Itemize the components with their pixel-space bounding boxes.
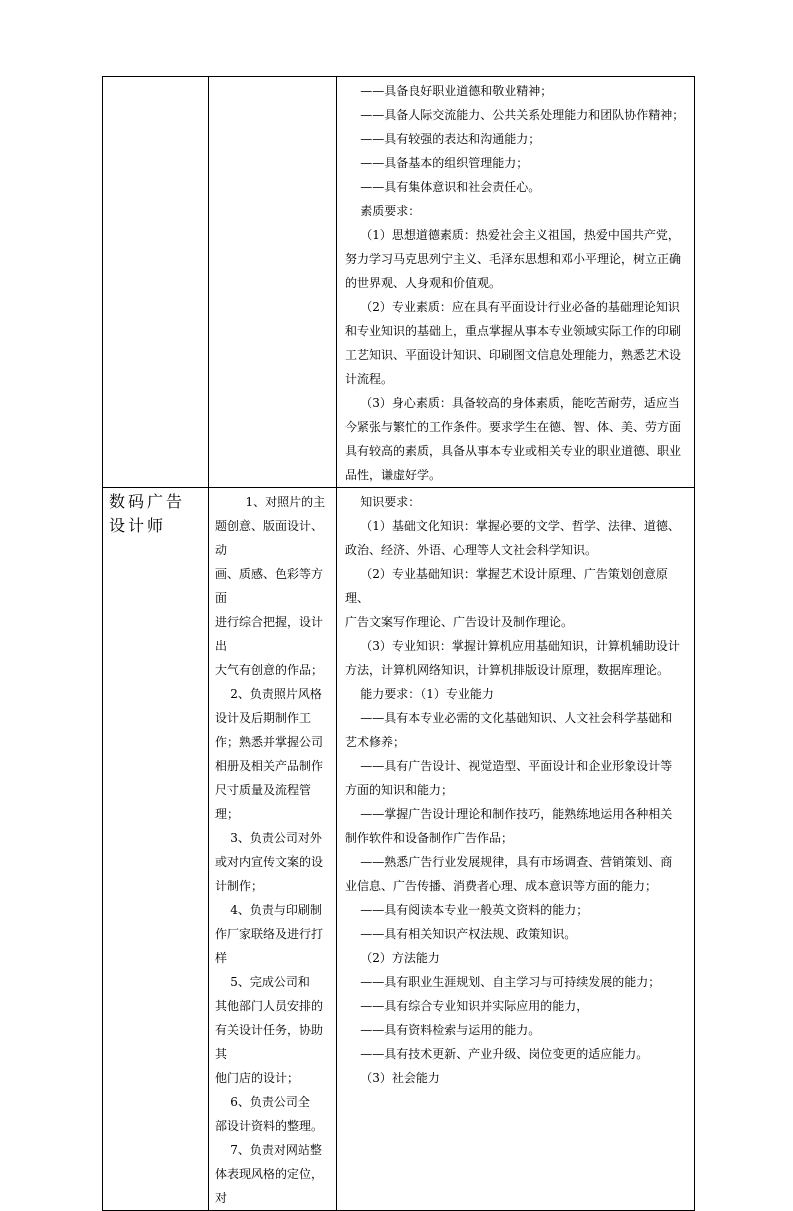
text-line: ——具有广告设计、视觉造型、平面设计和企业形象设计等 [345, 759, 673, 773]
text-line: 1、对照片的主 [215, 495, 326, 509]
text-line: 大气有创意的作品； [215, 663, 324, 677]
text-line: ——具有技术更新、产业升级、岗位变更的适应能力。 [345, 1047, 649, 1061]
text-line: （3）身心素质：具备较高的身体素质，能吃苦耐劳，适应当 [345, 396, 680, 410]
text-line: （2）方法能力 [345, 951, 440, 965]
requirements-cell [337, 488, 695, 1211]
text-line: 工艺知识、平面设计知识、印刷图文信息处理能力，熟悉艺术设 [345, 348, 682, 362]
text-line: 的世界观、人身观和价值观。 [345, 276, 502, 290]
position-cell-empty [103, 77, 209, 488]
position-title-text: 数码广告设计师 [109, 492, 186, 535]
text-line: 和专业知识的基础上，重点掌握从事本专业领域实际工作的印刷 [345, 324, 682, 338]
text-line: （3）专业知识：掌握计算机应用基础知识，计算机辅助设计 [345, 639, 680, 653]
text-line: 计流程。 [345, 372, 394, 386]
text-line: 方面的知识和能力； [345, 783, 454, 797]
text-line: 作厂家联络及进行打 [215, 927, 324, 941]
text-line: 画、质感、色彩等方面 [215, 567, 324, 605]
duties-cell-empty [209, 77, 337, 488]
text-line: ——掌握广告设计理论和制作技巧，能熟练地运用各种相关 [345, 807, 673, 821]
text-line: 其他部门人员安排的 [215, 999, 324, 1013]
text-line: ——具有资料检索与运用的能力。 [345, 1023, 541, 1037]
text-line: 能力要求：（1）专业能力 [345, 687, 494, 701]
text-line: ——具有职业生涯规划、自主学习与可持续发展的能力； [345, 975, 661, 989]
text-line: （3）社会能力 [345, 1071, 440, 1085]
job-requirements-table [102, 76, 695, 1211]
text-line: ——具有集体意识和社会责任心。 [345, 180, 541, 194]
text-line: 相册及相关产品制作 [215, 759, 324, 773]
text-line: ——具备基本的组织管理能力； [345, 156, 529, 170]
text-line: ——具备良好职业道德和敬业精神； [345, 84, 553, 98]
text-line: 4、负责与印刷制 [215, 903, 322, 917]
text-line: 计制作； [215, 879, 264, 893]
text-line: 素质要求： [345, 204, 421, 218]
text-line: ——具有综合专业知识并实际应用的能力， [345, 999, 589, 1013]
text-line: 作；熟悉并掌握公司 [215, 735, 324, 749]
text-line: ——具备人际交流能力、公共关系处理能力和团队协作精神； [345, 108, 685, 122]
text-line: 部设计资料的整理。 [215, 1119, 324, 1133]
text-line: 广告文案写作理论、广告设计及制作理论。 [345, 615, 574, 629]
text-line: 具有较高的素质，具备从事本专业或相关专业的职业道德、职业 [345, 444, 682, 458]
text-line: 他门店的设计； [215, 1071, 300, 1085]
text-line: 3、负责公司对外 [215, 831, 322, 845]
text-line: 或对内宣传文案的设 [215, 855, 324, 869]
text-line: ——具有本专业必需的文化基础知识、人文社会科学基础和 [345, 711, 673, 725]
text-line: 设计及后期制作工 [215, 711, 312, 725]
text-line: ——具有阅读本专业一般英文资料的能力； [345, 903, 589, 917]
text-line: ——熟悉广告行业发展规律，具有市场调查、营销策划、商 [345, 855, 673, 869]
text-line: ——具有较强的表达和沟通能力； [345, 132, 541, 146]
text-line: 努力学习马克思列宁主义、毛泽东思想和邓小平理论，树立正确 [345, 252, 682, 266]
text-line: 知识要求： [345, 495, 421, 509]
text-line: ——具有相关知识产权法规、政策知识。 [345, 927, 577, 941]
text-line: （2）专业基础知识：掌握艺术设计原理、广告策划创意原理、 [345, 567, 668, 605]
text-line: 政治、经济、外语、心理等人文社会科学知识。 [345, 543, 598, 557]
text-line: 6、负责公司全 [215, 1095, 310, 1109]
text-line: 尺寸质量及流程管理； [215, 783, 312, 821]
text-line: 有关设计任务，协助其 [215, 1023, 324, 1061]
text-line: 5、完成公司和 [215, 975, 310, 989]
duties-cell [209, 488, 337, 1211]
text-line: 制作软件和设备制作广告作品； [345, 831, 514, 845]
text-line: 2、负责照片风格 [215, 687, 322, 701]
text-line: 进行综合把握，设计出 [215, 615, 324, 653]
text-line: 题创意、版面设计、动 [215, 519, 324, 557]
text-line: （1）思想道德素质：热爱社会主义祖国，热爱中国共产党， [345, 228, 680, 242]
text-line: （1）基础文化知识：掌握必要的文学、哲学、法律、道德、 [345, 519, 680, 533]
text-line: 品性，谦虚好学。 [345, 468, 442, 482]
text-line: 7、负责对网站整 [215, 1143, 322, 1157]
text-line: 今紧张与繁忙的工作条件。要求学生在德、智、体、美、劳方面 [345, 420, 682, 434]
text-line: 业信息、广告传播、消费者心理、成本意识等方面的能力； [345, 879, 658, 893]
position-title [103, 488, 209, 1211]
requirements-cell [337, 77, 695, 488]
text-line: 体表现风格的定位，对 [215, 1167, 324, 1205]
table-row-continued [103, 77, 695, 488]
table-row-digital-ad-designer [103, 488, 695, 1211]
text-line: 方法，计算机网络知识，计算机排版设计原理，数据库理论。 [345, 663, 670, 677]
text-line: 样 [215, 951, 228, 965]
text-line: （2）专业素质：应在具有平面设计行业必备的基础理论知识 [345, 300, 680, 314]
text-line: 艺术修养； [345, 735, 406, 749]
